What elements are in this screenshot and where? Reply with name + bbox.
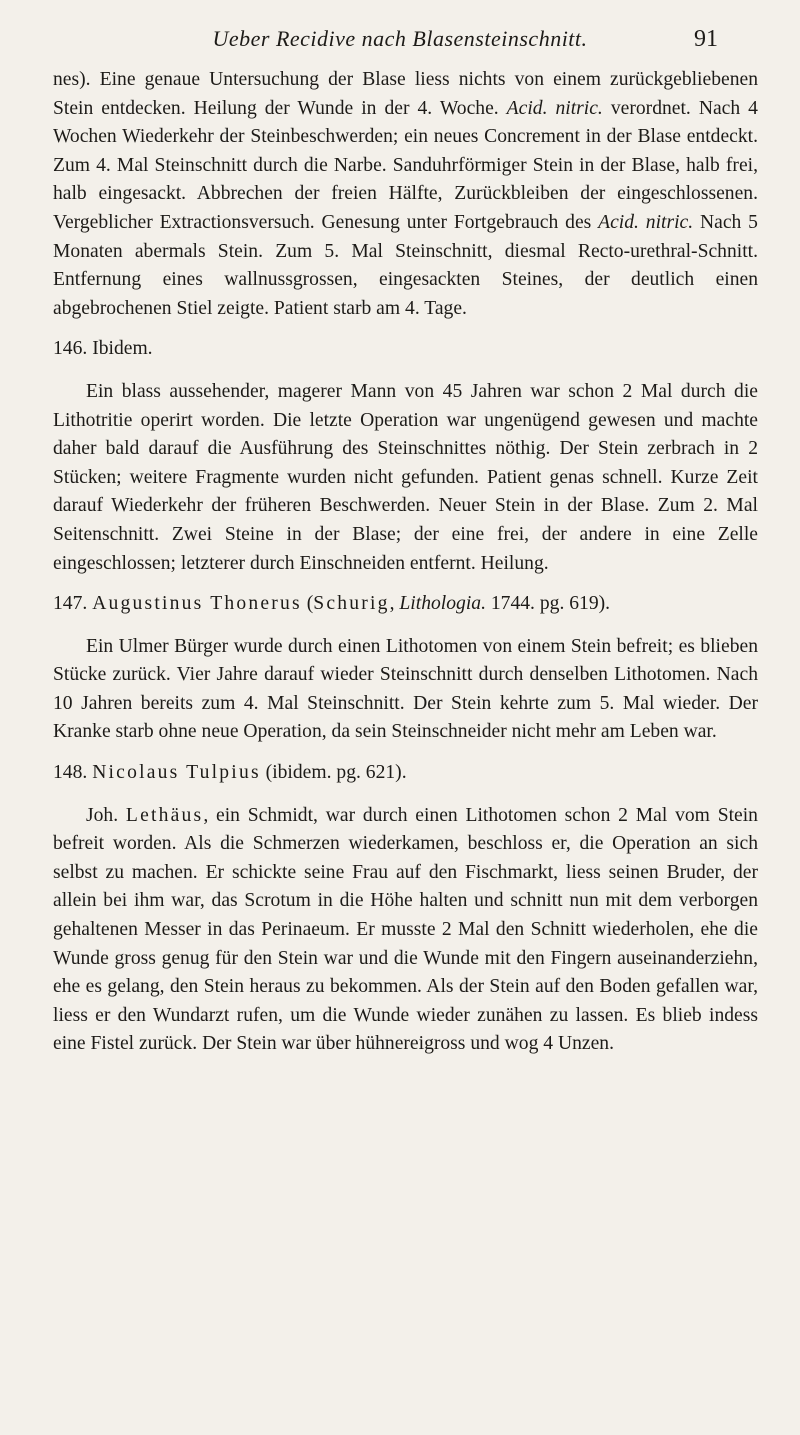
text-run: 1744. pg. 619). bbox=[485, 593, 611, 615]
text-run: verordnet. Nach 4 Wochen Wiederkehr der Steinbeschwerden; ein neues Concrement in der Blase entdeckt. Zum 4. Mal Steinschnitt durch die Narbe. Sanduhrförmiger Stein in der Blase, halb frei, halb eingesackt. Abbrechen der freien Hälfte, Zurückbleiben der eingeschlossenen. Vergeblicher Extractionsversuch. Genesung unter Fortgebrauch des bbox=[53, 97, 758, 233]
paragraph bbox=[53, 378, 758, 578]
spaced-name: Schurig bbox=[313, 593, 390, 615]
text-run: 146. Ibidem. bbox=[53, 338, 153, 360]
italic-text: Lithologia. bbox=[399, 593, 486, 615]
body-text bbox=[53, 66, 758, 1059]
text-run: Ein Ulmer Bürger wurde durch einen Lithotomen von einem Stein befreit; es blieben Stücke zurück. Vier Jahre darauf wieder Steinschnitt durch denselben Lithotomen. Nach 10 Jahren bereits zum 4. Mal Steinschnitt. Der Stein kehrte zum 5. Mal wieder. Der Kranke starb ohne neue Operation, da sein Steinschneider nicht mehr am Leben war. bbox=[53, 635, 758, 743]
text-run: Ein blass aussehender, magerer Mann von 45 Jahren war schon 2 Mal durch die Lithotritie operirt worden. Die letzte Operation war ungenügend gewesen und machte daher bald darauf die Ausführung des Steinschnittes nöthig. Der Stein zerbrach in 2 Stücken; weitere Fragmente wurden nicht gefunden. Patient genas schnell. Kurze Zeit darauf Wiederkehr der früheren Beschwerden. Neuer Stein in der Blase. Zum 2. Mal Seitenschnitt. Zwei Steine in der Blase; der eine frei, der andere in eine Zelle eingeschlossen; letzterer durch Einschneiden entfernt. Heilung. bbox=[53, 380, 758, 574]
running-title: Ueber Recidive nach Blasensteinschnitt. bbox=[212, 26, 588, 51]
paragraph bbox=[53, 802, 758, 1059]
text-run: 148. bbox=[53, 762, 93, 784]
page-number: 91 bbox=[694, 26, 718, 52]
spaced-name: Augustinus Thonerus bbox=[92, 593, 302, 615]
text-run: Nach 5 Monaten abermals Stein. Zum 5. Mal Steinschnitt, diesmal Recto-urethral-Schnitt. Entfernung eines wallnussgrossen, eingesackten Steines, der deutlich einen abgebrochenen Stiel zeigte. Patient starb am 4. Tage. bbox=[53, 211, 758, 319]
case-heading bbox=[53, 335, 758, 364]
italic-text: Acid. nitric. bbox=[506, 97, 603, 119]
text-run: 147. bbox=[53, 593, 93, 615]
running-head bbox=[0, 26, 800, 62]
text-run: nes). Eine genaue Untersuchung der Blase liess nichts von einem zurückgebliebenen Stein entdecken. Heilung der Wunde in der 4. Woche. bbox=[53, 69, 758, 119]
text-run: , ein Schmidt, war durch einen Lithotomen schon 2 Mal vom Stein befreit worden. Als die Schmerzen wiederkamen, beschloss er, die Operation an sich selbst zu machen. Er schickte seine Frau auf den Fischmarkt, liess seinen Bruder, der allein bei ihm war, das Scrotum in die Höhe halten und schnitt nun mit dem verborgen gehaltenen Messer in das Perinaeum. Er musste 2 Mal den Schnitt wiederholen, ehe die Wunde gross genug für den Stein war und die Wunde mit den Fingern auseinanderziehn, ehe es gelang, den Stein heraus zu bekommen. Als der Stein auf den Boden gefallen war, liess er den Wundarzt rufen, um die Wunde wieder zunähen zu lassen. Es blieb indess eine Fistel zurück. Der Stein war über hühnereigross und wog 4 Unzen. bbox=[53, 804, 758, 1055]
text-run: (ibidem. pg. 621). bbox=[260, 762, 407, 784]
paragraph bbox=[53, 66, 758, 323]
spaced-name: Lethäus bbox=[125, 804, 204, 826]
case-heading bbox=[53, 759, 758, 788]
italic-text: Acid. nitric. bbox=[598, 211, 694, 233]
text-run: ( bbox=[301, 593, 314, 615]
spaced-name: Nicolaus Tulpius bbox=[92, 762, 261, 784]
paragraph bbox=[53, 633, 758, 747]
text-run: , bbox=[389, 593, 400, 615]
text-run: Joh. bbox=[86, 804, 126, 826]
case-heading bbox=[53, 590, 758, 619]
